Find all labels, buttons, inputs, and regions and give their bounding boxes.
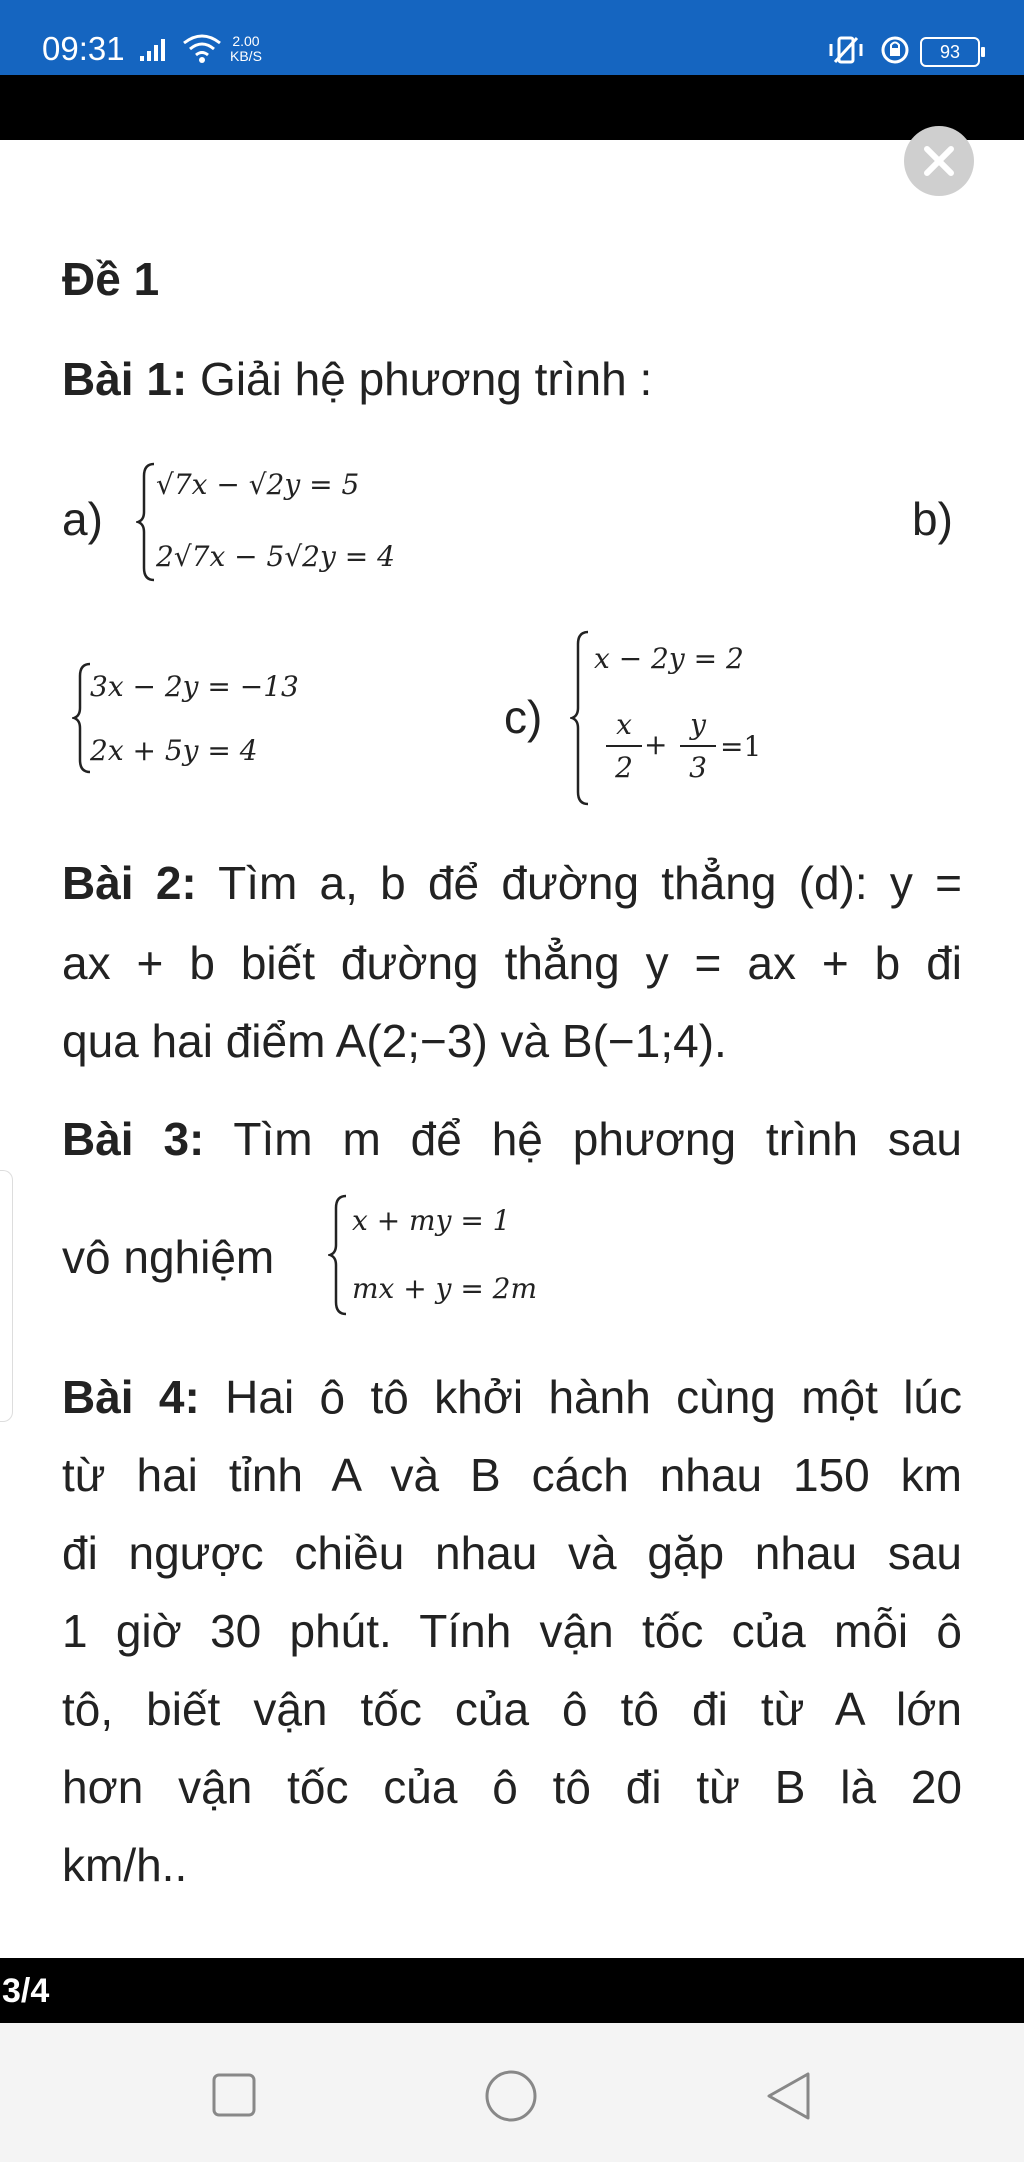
fraction-y-over-3: y 3 [680, 708, 716, 784]
bai3-prefix: vô nghiệm [62, 1231, 275, 1283]
bai3-eq1: x + my = 1 [352, 1204, 511, 1237]
page-indicator: 3/4 [2, 1972, 50, 2010]
app-top-bar [0, 75, 1024, 140]
bai2-line3: qua hai điểm A(2;−3) và B(−1;4). [62, 1015, 727, 1067]
bai4-label: Bài 4: [62, 1371, 200, 1423]
bai1-text: Giải hệ phương trình : [200, 353, 653, 405]
bai2-line2: ax + b biết đường thẳng y = ax + b đi [62, 937, 962, 989]
network-speed-value: 2.00 [232, 33, 260, 49]
recents-nav-icon[interactable] [212, 2073, 256, 2117]
bai4-line6: hơn vận tốc của ô tô đi từ B là 20 [62, 1761, 962, 1813]
bai4-text-line1: Hai ô tô khởi hành cùng một lúc [225, 1371, 963, 1423]
bai2-label: Bài 2: [62, 857, 197, 909]
network-speed-unit: KB/S [230, 48, 262, 64]
plus-sign: + [644, 728, 668, 761]
bai3-eq2: mx + y = 2m [352, 1272, 538, 1305]
system-c-eq1: x − 2y = 2 [594, 642, 744, 675]
bai1-heading [62, 352, 652, 406]
part-b-label: b) [912, 493, 953, 545]
system-a-brace [136, 462, 158, 582]
home-nav-icon[interactable] [484, 2069, 538, 2123]
equals-one: =1 [720, 730, 762, 763]
bai4-line4: 1 giờ 30 phút. Tính vận tốc của mỗi ô [62, 1605, 962, 1657]
network-speed [230, 34, 262, 64]
page-indicator-bar [0, 1958, 1024, 2023]
exam-title: Đề 1 [62, 253, 160, 305]
system-b-eq1: 3x − 2y = −13 [90, 670, 299, 703]
system-b-eq2: 2x + 5y = 4 [90, 734, 258, 767]
bai4-line3: đi ngược chiều nhau và gặp nhau sau [62, 1527, 962, 1579]
bai3-line1 [62, 1112, 962, 1166]
system-nav-bar [0, 2023, 1024, 2162]
part-c-label: c) [504, 691, 543, 743]
system-c-brace [570, 630, 592, 806]
close-button[interactable] [904, 126, 974, 196]
bai2-text-line1: Tìm a, b để đường thẳng (d): y = [218, 857, 962, 909]
signal-icon [140, 38, 176, 67]
bai3-brace [328, 1194, 350, 1316]
side-drawer-handle[interactable] [0, 1170, 13, 1422]
vibrate-icon [826, 36, 866, 69]
document-page[interactable] [0, 140, 1024, 1958]
system-a-eq1: √7x − √2y = 5 [156, 468, 360, 501]
rotation-lock-icon [880, 35, 910, 70]
bai2-line1 [62, 856, 962, 910]
fraction-x-over-2: x 2 [606, 708, 642, 784]
bai4-line2: từ hai tỉnh A và B cách nhau 150 km [62, 1449, 962, 1501]
bai3-label: Bài 3: [62, 1113, 205, 1165]
part-a-label: a) [62, 493, 103, 545]
system-a-eq2: 2√7x − 5√2y = 4 [156, 540, 395, 573]
back-nav-icon[interactable] [764, 2071, 812, 2121]
close-icon [904, 126, 974, 196]
status-bar [0, 0, 1024, 75]
bai3-text-line1: Tìm m để hệ phương trình sau [233, 1113, 962, 1165]
bai4-line1 [62, 1370, 962, 1424]
bai4-line5: tô, biết vận tốc của ô tô đi từ A lớn [62, 1683, 962, 1735]
bai4-line7: km/h.. [62, 1839, 188, 1891]
bai1-label: Bài 1: [62, 353, 188, 405]
status-time: 09:31 [42, 30, 125, 67]
battery-icon: 93 [920, 37, 980, 67]
wifi-icon [182, 33, 222, 68]
